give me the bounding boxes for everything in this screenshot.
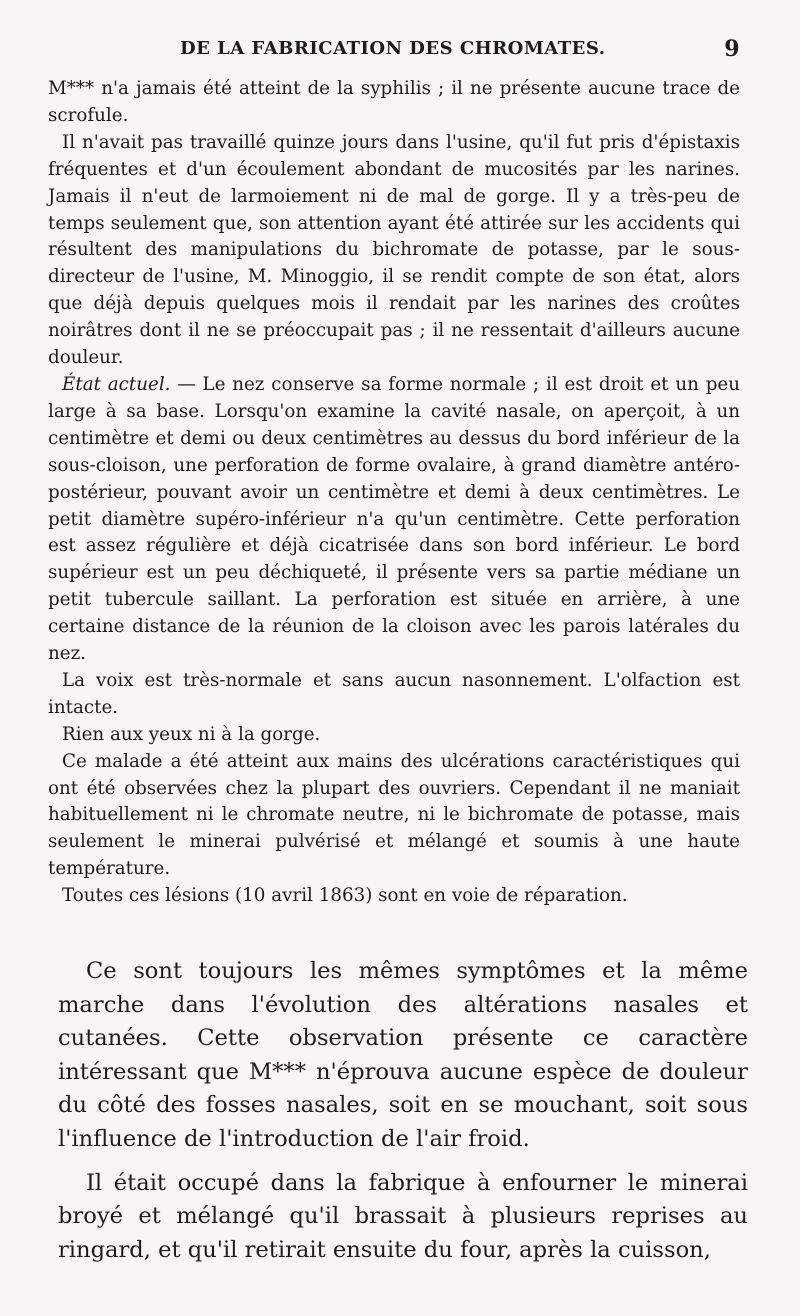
main-text — [58, 955, 748, 1267]
section-lead: État actuel. — [62, 373, 171, 395]
paragraph-text: Toutes ces lésions (10 avril 1863) sont en voie de réparation. — [62, 885, 628, 907]
paragraph — [48, 372, 740, 668]
paragraph-text: La voix est très-normale et sans aucun nasonnement. L'olfaction est intacte. — [48, 669, 740, 718]
paragraph — [48, 668, 740, 722]
paragraph: Il était occupé dans la fabrique à enfourner le minerai broyé et mélangé qu'il brassait à plusieurs reprises au ringard, et qu'il retirait ensuite du four, après la cuisson, — [58, 1169, 748, 1263]
paragraph-text: — Le nez conserve sa forme normale ; il est droit et un peu large à sa base. Lorsqu'on examine la cavité nasale, on aperçoit, à un centimètre et demi ou deux centimètres au dessus du bord inférieur de la sous-cloison, une perforation de forme ovalaire, à grand diamètre antéro-postérieur, pouvant avoir un centimètre et demi à deux centimètres. Le petit diamètre supéro-inférieur n'a qu'un centimètre. Cette perforation est assez régulière et déjà cicatrisée dans son bord inférieur. Le bord supérieur est un peu déchiqueté, il présente vers sa partie médiane un petit tubercule saillant. La perforation est située en arrière, à une certaine distance de la réunion de la cloison avec les parois latérales du nez. — [48, 373, 740, 665]
observation-text — [48, 76, 740, 910]
paragraph — [48, 130, 740, 372]
paragraph — [48, 722, 740, 749]
running-title: DE LA FABRICATION DES CHROMATES. — [180, 38, 606, 59]
paragraph: Ce sont toujours les mêmes symptômes et la même marche dans l'évolution des altérations nasales et cutanées. Cette observation présente ce caractère intéressant que M*** n'éprouva aucune espèce de douleur du côté des fosses nasales, soit en se mouchant, soit sous l'influence de l'introduction de l'air froid. — [58, 958, 748, 1152]
paragraph — [48, 749, 740, 884]
paragraph-text: Il n'avait pas travaillé quinze jours dans l'usine, qu'il fut pris d'épistaxis fréquentes et d'un écoulement abondant de mucosités par les narines. Jamais il n'eut de larmoiement ni de mal de gorge. Il y a très-peu de temps seulement que, son attention ayant été attirée sur les accidents qui résultent des manipulations du bichromate de potasse, par le sous-directeur de l'usine, M. Minoggio, il se rendit compte de son état, alors que déjà depuis quelques mois il rendait par les narines des croûtes noirâtres dont il ne se préoccupait pas ; il ne ressentait d'ailleurs aucune douleur. — [48, 131, 740, 369]
page-number: 9 — [724, 36, 740, 62]
paragraph-text: Rien aux yeux ni à la gorge. — [62, 723, 321, 745]
paragraph-text: M*** n'a jamais été atteint de la syphilis ; il ne présente aucune trace de scrofule. — [48, 78, 740, 126]
running-header — [180, 38, 740, 66]
paragraph-text: Ce malade a été atteint aux mains des ulcérations caractéristiques qui ont été observées chez la plupart des ouvriers. Cependant il ne maniait habituellement ni le chromate neutre, ni le bichromate de potasse, mais seulement le minerai pulvérisé et mélangé et soumis à une haute température. — [48, 750, 740, 880]
paragraph — [48, 883, 740, 910]
paragraph — [48, 76, 740, 130]
